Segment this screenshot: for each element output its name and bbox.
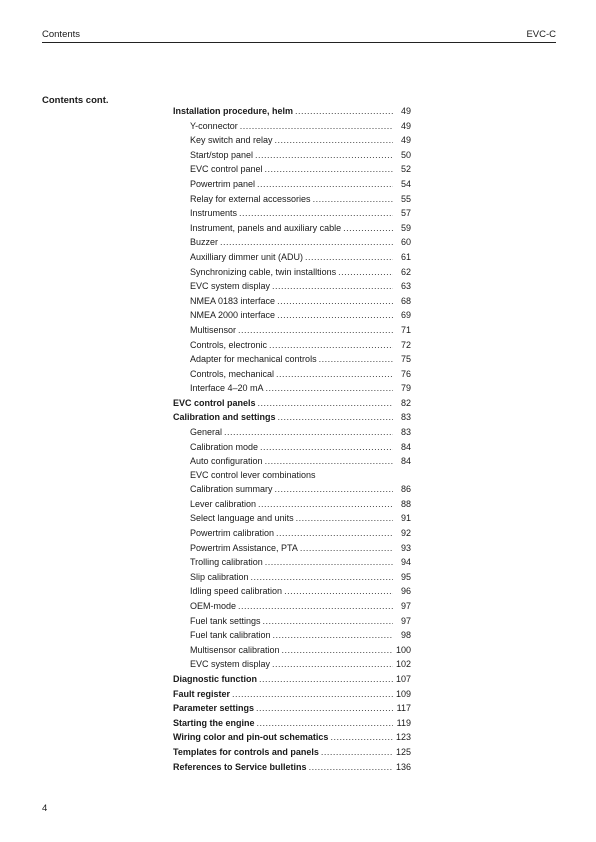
toc-entry-page: 102	[395, 659, 411, 670]
toc-entry[interactable]	[190, 643, 411, 658]
toc-dot-leader	[256, 701, 393, 716]
toc-entry-title: Fault register	[173, 688, 231, 699]
toc-entry-title: Wiring color and pin-out schematics	[173, 732, 329, 743]
toc-dot-leader	[276, 367, 393, 382]
toc-entry[interactable]	[173, 701, 411, 716]
toc-entry-title: NMEA 0183 interface	[190, 295, 276, 306]
toc-entry-title: Fuel tank settings	[190, 615, 261, 626]
toc-dot-leader	[265, 454, 393, 469]
toc-entry-title: Auto configuration	[190, 456, 263, 467]
toc-dot-leader	[265, 555, 393, 570]
header-document-code: EVC-C	[526, 29, 556, 40]
toc-entry-page: 49	[400, 120, 411, 131]
toc-entry-page: 119	[396, 717, 411, 728]
toc-dot-leader	[239, 206, 393, 221]
toc-dot-leader	[284, 584, 393, 599]
toc-entry-title: EVC system display	[190, 281, 271, 292]
toc-entry-title: Y-connector	[190, 120, 238, 131]
toc-entry[interactable]	[190, 352, 411, 367]
toc-entry-page: 59	[400, 222, 411, 233]
toc-entry[interactable]	[173, 687, 411, 702]
toc-entry-page: 76	[400, 368, 411, 379]
toc-dot-leader	[282, 643, 393, 658]
toc-entry[interactable]	[190, 294, 411, 309]
toc-entry-page: 55	[400, 193, 411, 204]
toc-entry-page: 123	[395, 732, 411, 743]
toc-dot-leader	[275, 482, 393, 497]
toc-dot-leader	[305, 250, 393, 265]
toc-entry-page: 84	[400, 441, 411, 452]
toc-entry[interactable]	[190, 367, 411, 382]
toc-entry-title: Multisensor	[190, 324, 237, 335]
toc-entry-page: 68	[400, 295, 411, 306]
toc-entry-heading: EVC control lever combinations	[190, 469, 316, 480]
section-label: Contents cont.	[42, 95, 109, 106]
toc-entry-page: 97	[400, 615, 411, 626]
toc-dot-leader	[232, 687, 393, 702]
toc-dot-leader	[258, 497, 393, 512]
toc-entry-title: Slip calibration	[190, 571, 249, 582]
toc-entry-title: Calibration summary	[190, 483, 273, 494]
toc-dot-leader	[338, 265, 393, 280]
toc-entry[interactable]	[190, 235, 411, 250]
toc-entry-title: EVC system display	[190, 659, 271, 670]
toc-entry[interactable]	[190, 657, 411, 672]
toc-entry-page: 82	[400, 397, 411, 408]
toc-entry[interactable]	[173, 410, 411, 425]
toc-entry-title: EVC control panels	[173, 397, 256, 408]
toc-dot-leader	[240, 119, 393, 134]
toc-entry-title: Parameter settings	[173, 703, 255, 714]
toc-entry-page: 84	[400, 456, 411, 467]
toc-entry-page: 69	[400, 310, 411, 321]
toc-entry-title: Adapter for mechanical controls	[190, 354, 317, 365]
toc-entry[interactable]	[190, 162, 411, 177]
toc-entry[interactable]	[173, 745, 411, 760]
toc-entry-title: Instrument, panels and auxiliary cable	[190, 222, 342, 233]
toc-entry-page: 95	[400, 571, 411, 582]
toc-entry-page: 91	[400, 513, 411, 524]
toc-entry-page: 96	[400, 586, 411, 597]
toc-entry-page: 49	[400, 135, 411, 146]
toc-entry-page: 109	[395, 688, 411, 699]
toc-entry-page: 97	[400, 601, 411, 611]
toc-dot-leader	[295, 104, 393, 119]
toc-entry-title: Powertrim Assistance, PTA	[190, 542, 298, 553]
toc-dot-leader	[273, 628, 393, 643]
toc-dot-leader	[278, 410, 393, 425]
toc-entry[interactable]	[190, 133, 411, 148]
toc-entry[interactable]	[190, 323, 411, 338]
toc-entry-title: Starting the engine	[173, 717, 255, 728]
toc-entry-title: Synchronizing cable, twin installtions	[190, 266, 337, 277]
toc-entry[interactable]	[190, 511, 411, 526]
toc-entry[interactable]	[190, 308, 411, 323]
toc-entry[interactable]	[190, 192, 411, 207]
toc-dot-leader	[296, 511, 393, 526]
toc-entry-page: 93	[400, 542, 411, 553]
toc-dot-leader	[266, 381, 393, 396]
header-rule	[42, 42, 556, 43]
toc-dot-leader	[272, 279, 393, 294]
toc-entry-title: Auxilliary dimmer unit (ADU)	[190, 251, 304, 262]
toc-entry-page: 72	[400, 339, 411, 350]
toc-entry-page: 86	[400, 483, 411, 494]
toc-entry-title: Key switch and relay	[190, 135, 273, 146]
toc-dot-leader	[260, 440, 393, 455]
toc-dot-leader	[321, 745, 393, 760]
toc-entry[interactable]	[190, 177, 411, 192]
toc-entry-page: 62	[400, 266, 411, 277]
toc-entry-page: 50	[400, 149, 411, 160]
toc-entry-page: 54	[400, 178, 411, 189]
toc-entry-title: Multisensor calibration	[190, 644, 280, 655]
toc-entry-title: Start/stop panel	[190, 149, 254, 160]
toc-entry[interactable]	[190, 279, 411, 294]
toc-entry-page: 83	[400, 427, 411, 438]
toc-entry-title: Idling speed calibration	[190, 586, 283, 597]
toc-entry[interactable]	[173, 716, 411, 731]
toc-entry[interactable]	[190, 338, 411, 353]
toc-dot-leader	[224, 425, 393, 440]
table-of-contents	[173, 104, 411, 774]
toc-entry[interactable]	[190, 454, 411, 469]
toc-dot-leader	[255, 148, 393, 163]
toc-entry-title: Lever calibration	[190, 498, 257, 509]
toc-entry-title: Buzzer	[190, 237, 219, 248]
toc-entry[interactable]	[190, 265, 411, 280]
toc-entry-title: OEM-mode	[190, 601, 237, 611]
toc-entry[interactable]	[190, 381, 411, 396]
toc-dot-leader	[265, 162, 393, 177]
toc-dot-leader	[220, 235, 393, 250]
toc-dot-leader	[276, 526, 393, 541]
toc-entry-title: NMEA 2000 interface	[190, 310, 276, 321]
toc-entry-page: 125	[395, 746, 411, 757]
toc-dot-leader	[259, 672, 393, 687]
toc-entry-page: 117	[396, 703, 411, 714]
toc-entry-title: Powertrim panel	[190, 178, 256, 189]
toc-entry[interactable]	[190, 469, 411, 497]
toc-entry-page: 136	[395, 761, 411, 772]
toc-entry-title: Instruments	[190, 208, 238, 219]
toc-entry-page: 49	[400, 106, 411, 116]
toc-entry-title: Trolling calibration	[190, 557, 263, 568]
toc-dot-leader	[258, 396, 393, 411]
toc-entry-page: 61	[400, 251, 411, 262]
toc-dot-leader	[251, 570, 393, 585]
toc-entry-page: 63	[400, 281, 411, 292]
toc-entry[interactable]	[190, 526, 411, 541]
toc-entry[interactable]	[173, 672, 411, 687]
toc-entry[interactable]	[190, 497, 411, 512]
toc-dot-leader	[309, 760, 393, 775]
toc-entry-title: Select language and units	[190, 513, 294, 524]
toc-entry-title: Templates for controls and panels	[173, 746, 319, 757]
toc-entry-title: Installation procedure, helm	[173, 106, 294, 116]
toc-entry-title: Interface 4–20 mA	[190, 383, 264, 394]
header-section-title: Contents	[42, 29, 81, 40]
toc-entry[interactable]	[190, 570, 411, 585]
toc-dot-leader	[300, 541, 393, 556]
toc-entry[interactable]	[190, 221, 411, 236]
toc-entry-title: EVC control panel	[190, 164, 263, 175]
toc-dot-leader	[238, 323, 393, 338]
toc-dot-leader	[263, 614, 393, 629]
toc-entry[interactable]	[173, 730, 411, 745]
toc-entry[interactable]	[190, 206, 411, 221]
toc-entry-page: 60	[400, 237, 411, 248]
toc-entry[interactable]	[190, 440, 411, 455]
toc-dot-leader	[330, 730, 393, 745]
toc-entry-page: 100	[395, 644, 411, 655]
toc-entry-page: 107	[395, 673, 411, 684]
toc-entry[interactable]	[190, 614, 411, 629]
toc-entry[interactable]	[190, 599, 411, 614]
toc-dot-leader	[313, 192, 393, 207]
toc-entry[interactable]	[173, 396, 411, 411]
toc-dot-leader	[275, 133, 393, 148]
toc-dot-leader	[277, 294, 393, 309]
toc-entry-title: Controls, electronic	[190, 339, 268, 350]
toc-entry-title: Controls, mechanical	[190, 368, 275, 379]
toc-dot-leader	[277, 308, 393, 323]
toc-entry[interactable]	[173, 760, 411, 775]
toc-entry-title: Calibration and settings	[173, 412, 276, 423]
toc-dot-leader	[319, 352, 393, 367]
toc-entry[interactable]	[190, 119, 411, 134]
toc-entry-page: 88	[400, 498, 411, 509]
page-number: 4	[42, 803, 48, 814]
toc-dot-leader	[257, 716, 393, 731]
toc-entry[interactable]	[190, 541, 411, 556]
toc-dot-leader	[269, 338, 393, 353]
toc-dot-leader	[272, 657, 393, 672]
toc-dot-leader	[343, 221, 393, 236]
toc-entry[interactable]	[190, 250, 411, 265]
toc-entry-page: 79	[400, 383, 411, 394]
toc-entry[interactable]	[190, 584, 411, 599]
toc-entry[interactable]	[190, 555, 411, 570]
toc-dot-leader	[238, 599, 393, 614]
toc-entry-title: Calibration mode	[190, 441, 259, 452]
toc-entry[interactable]	[190, 148, 411, 163]
toc-entry-title: Powertrim calibration	[190, 528, 275, 539]
toc-entry-title: References to Service bulletins	[173, 761, 307, 772]
toc-entry[interactable]	[190, 628, 411, 643]
toc-entry-page: 94	[400, 557, 411, 568]
toc-entry-title: Fuel tank calibration	[190, 630, 271, 641]
toc-entry-page: 52	[400, 164, 411, 175]
toc-entry-page: 57	[400, 208, 411, 219]
toc-entry-page: 92	[400, 528, 411, 539]
toc-entry-page: 71	[400, 324, 411, 335]
toc-entry-page: 75	[400, 354, 411, 365]
toc-entry-title: General	[190, 427, 223, 438]
toc-entry-title: Relay for external accessories	[190, 193, 311, 204]
toc-entry[interactable]	[190, 425, 411, 440]
toc-dot-leader	[257, 177, 393, 192]
toc-entry-page: 98	[400, 630, 411, 641]
toc-entry-title: Diagnostic function	[173, 673, 257, 684]
toc-entry-page: 83	[400, 412, 411, 423]
toc-entry[interactable]	[173, 104, 411, 119]
